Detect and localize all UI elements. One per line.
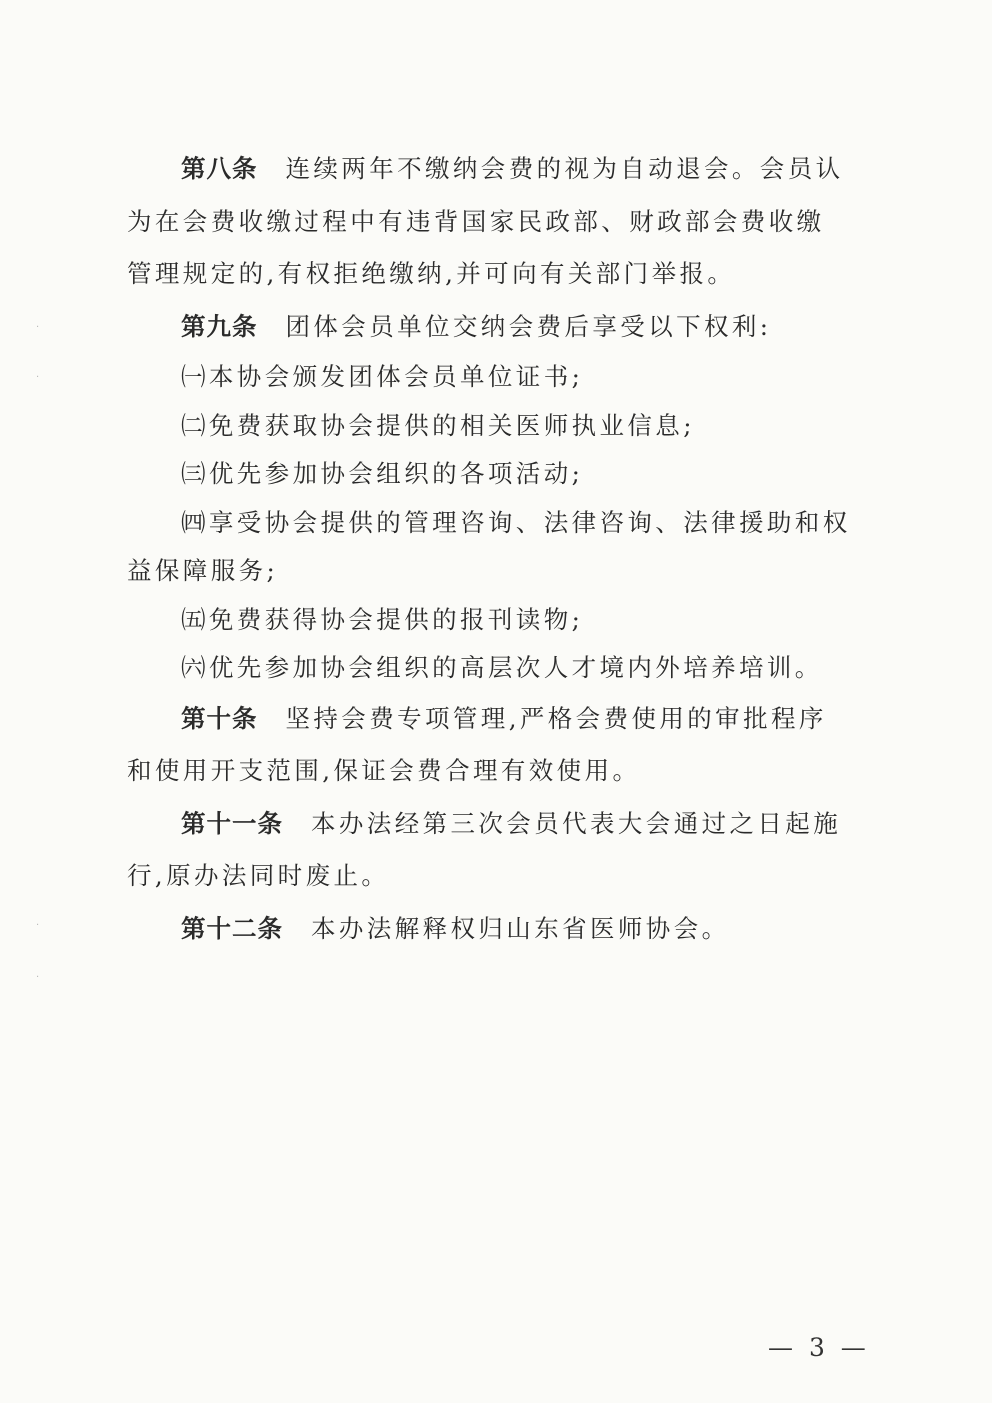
article-8 (127, 143, 852, 301)
article-9 (127, 301, 852, 354)
article-text: 团体会员单位交纳会费后享受以下权利: (285, 311, 772, 341)
article-heading: 第九条 (181, 311, 258, 341)
list-item: ㈣享受协会提供的管理咨询、法律咨询、法律援助和权益保障服务; (127, 507, 851, 585)
article-text: 本办法解释权归山东省医师协会。 (311, 913, 730, 943)
article-text: 坚持会费专项管理,严格会费使用的审批程序和使用开支范围,保证会费合理有效使用。 (127, 703, 827, 785)
scan-artifact: · (36, 372, 40, 383)
article-11 (127, 798, 852, 903)
list-item: ㈤免费获得协会提供的报刊读物; (181, 604, 584, 634)
article-10 (127, 693, 852, 798)
article-12 (127, 903, 852, 956)
scan-artifact: · (36, 322, 40, 333)
scan-artifact: · (36, 972, 40, 983)
article-heading: 第十条 (181, 703, 258, 733)
document-body (127, 143, 852, 955)
list-item: ㈠本协会颁发团体会员单位证书; (181, 362, 584, 391)
list-item: ㈡免费获取协会提供的相关医师执业信息; (181, 410, 695, 440)
list-item: ㈢优先参加协会组织的各项活动; (181, 459, 584, 488)
article-heading: 第十二条 (181, 913, 283, 943)
list-item: ㈥优先参加协会组织的高层次人才境内外培养培训。 (181, 653, 823, 682)
article-heading: 第八条 (181, 154, 258, 183)
article-heading: 第十一条 (181, 808, 283, 838)
article-text: 本办法经第三次会员代表大会通过之日起施行,原办法同时废止。 (127, 808, 842, 890)
scan-artifact: · (36, 920, 40, 931)
page-number: — 3 — (768, 1333, 870, 1362)
article-text: 连续两年不缴纳会费的视为自动退会。会员认为在会费收缴过程中有违背国家民政部、财政部会费收缴管理规定的,有权拒绝缴纳,并可向有关部门举报。 (127, 154, 844, 288)
